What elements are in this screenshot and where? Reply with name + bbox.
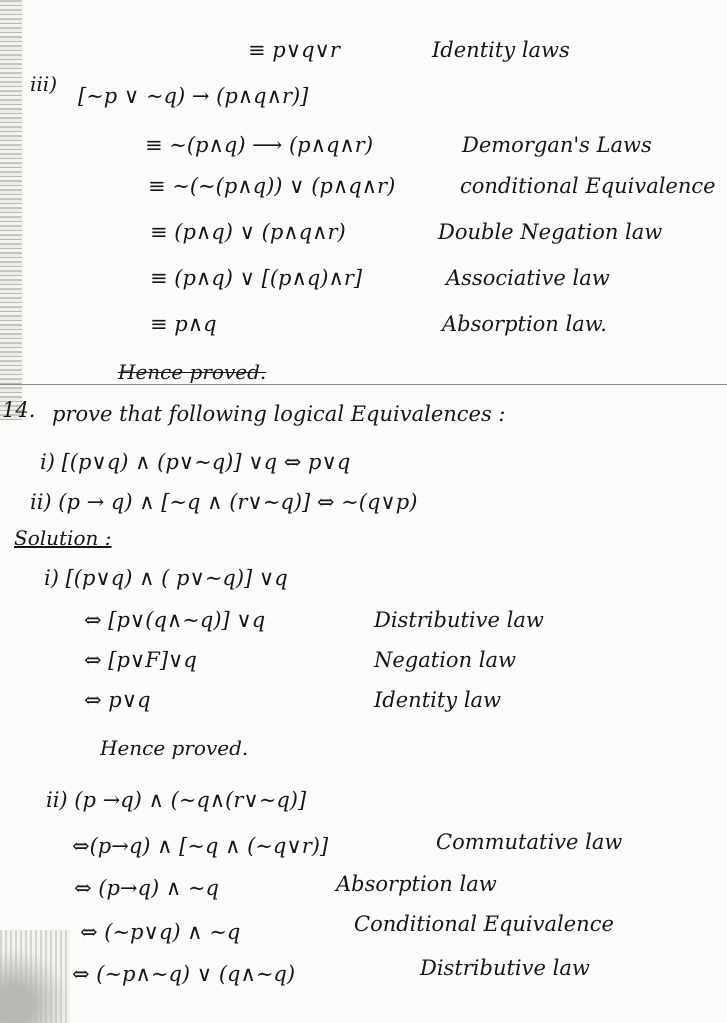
- section-divider: [0, 384, 727, 385]
- part-iii-step-2-expr: ≡ ∼(∼(p∧q)) ∨ (p∧q∧r): [148, 174, 396, 198]
- solution-ii-statement: ii) (p →q) ∧ (∼q∧(r∨∼q)]: [46, 788, 307, 812]
- solution-ii-step-3-expr: ⇔ (∼p∨q) ∧ ∼q: [80, 920, 241, 944]
- question-number: 14.: [2, 398, 36, 422]
- solution-ii-step-1-expr: ⇔(p→q) ∧ [∼q ∧ (∼q∨r)]: [72, 834, 329, 858]
- scan-corner-shadow: [0, 930, 70, 1023]
- solution-ii-step-2-expr: ⇔ (p→q) ∧ ∼q: [74, 876, 219, 900]
- solution-ii-step-2-law: Absorption law: [336, 872, 497, 896]
- part-iii-step-1-expr: ≡ ∼(p∧q) ⟶ (p∧q∧r): [145, 133, 374, 157]
- part-iii-step-5-law: Absorption law.: [442, 312, 607, 336]
- identity-result-expr: ≡ p∨q∨r: [248, 38, 340, 62]
- part-iii-step-3-law: Double Negation law: [438, 220, 663, 244]
- part-iii-conclusion: Hence proved.: [118, 360, 267, 384]
- part-iii-step-5-expr: ≡ p∧q: [150, 312, 217, 336]
- part-iii-step-4-expr: ≡ (p∧q) ∨ [(p∧q)∧r]: [150, 266, 363, 290]
- solution-i-step-2-expr: ⇔ [p∨F]∨q: [84, 648, 197, 672]
- solution-heading: Solution :: [14, 526, 112, 550]
- solution-i-statement: i) [(p∨q) ∧ ( p∨∼q)] ∨q: [44, 566, 288, 590]
- part-iii-step-4-law: Associative law: [446, 266, 610, 290]
- part-iii-step-3-expr: ≡ (p∧q) ∨ (p∧q∧r): [150, 220, 346, 244]
- solution-ii-step-3-law: Conditional Equivalence: [354, 912, 614, 936]
- part-iii-number: iii): [30, 72, 57, 96]
- solution-ii-step-4-law: Distributive law: [420, 956, 590, 980]
- question-item-2: ii) (p → q) ∧ [∼q ∧ (r∨∼q)] ⇔ ∼(q∨p): [30, 490, 418, 514]
- solution-i-step-1-expr: ⇔ [p∨(q∧∼q)] ∨q: [84, 608, 266, 632]
- part-iii-statement: [∼p ∨ ∼q) → (p∧q∧r)]: [78, 84, 309, 108]
- question-prompt: prove that following logical Equivalences :: [52, 402, 506, 426]
- scan-edge-shadow: [0, 0, 22, 420]
- part-iii-step-2-law: conditional Equivalence: [460, 174, 716, 198]
- solution-i-conclusion: Hence proved.: [100, 736, 249, 760]
- part-iii-step-1-law: Demorgan's Laws: [462, 133, 652, 157]
- identity-result-law: Identity laws: [432, 38, 570, 62]
- solution-i-step-3-expr: ⇔ p∨q: [84, 688, 151, 712]
- solution-i-step-2-law: Negation law: [374, 648, 516, 672]
- solution-i-step-1-law: Distributive law: [374, 608, 544, 632]
- solution-ii-step-1-law: Commutative law: [436, 830, 623, 854]
- question-item-1: i) [(p∨q) ∧ (p∨∼q)] ∨q ⇔ p∨q: [40, 450, 351, 474]
- solution-i-step-3-law: Identity law: [374, 688, 502, 712]
- solution-ii-step-4-expr: ⇔ (∼p∧∼q) ∨ (q∧∼q): [72, 962, 296, 986]
